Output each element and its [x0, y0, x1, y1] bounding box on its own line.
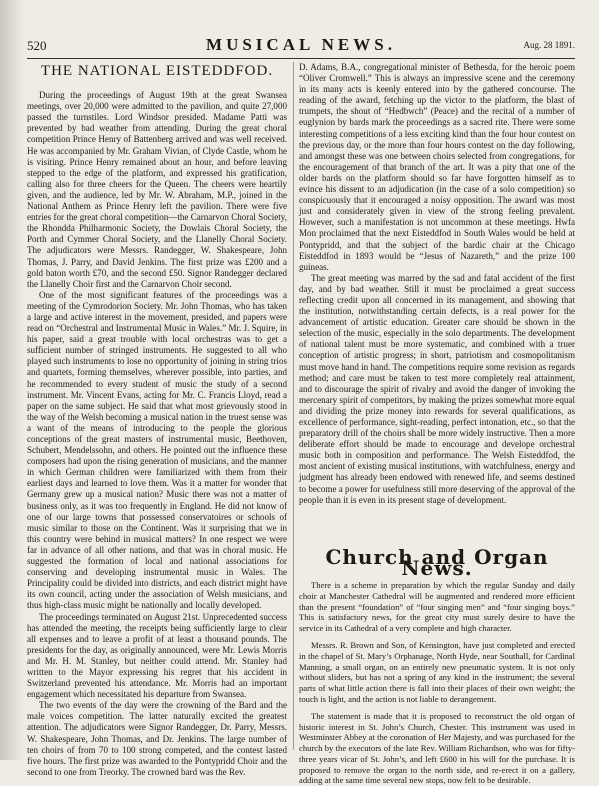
news-paragraph: Messrs. R. Brown and Son, of Kensington, have just completed and erected in the chapel of St. Mary’s Orphanage, North Hyde, near Southall, for Cardinal Manning, a small organ, on an entirely new pneumatic system. It is not only without sliders, but has not a spring of any kind in the instrument; the several parts of what little action there is fall into their places of their own weight; the touch is light, and the action is not liable to derangement. [299, 639, 575, 704]
article-paragraph: The proceedings terminated on August 21st. Unprecedented success has attended the meeting, the receipts being sufficiently large to clear all expenses and to leave a profit of at least a thousand pounds. The presidents for the day, as originally announced, were Mr. Lewis Morris and Mr. H. M. Stanley, but neither could attend. Mr. Stanley had written to the Mayor expressing his regret that his accident in Switzerland prevented his attendance. Mr. Morris had an important engagement which necessitated his departure from Swansea. [27, 611, 287, 700]
page-header [27, 35, 575, 59]
left-column [27, 62, 287, 777]
article-heading: THE NATIONAL EISTEDDFOD. [40, 63, 274, 79]
column-divider [293, 62, 294, 750]
article-paragraph: During the proceedings of August 19th at the great Swansea meetings, over 20,000 were admitted to the pavilion, and quite 27,000 passed the turnstiles. Lord Windsor presided. Madame Patti was prevented by bad weather from attending. During the great choral competition Prince Henry of Battenberg arrived and was well received. He was accompanied by Mr. Graham Vivian, of Clyde Castle, whom he is visiting. Prince Henry remained about an hour, and before leaving stepped to the edge of the platform, and expressed his gratification, calling also for three cheers for the Queen. The cheers were heartily given, and the audience, led by Mr. W. Abraham, M.P., joined in the National Anthem as Prince Henry left the pavilion. There were five entries for the great choral competition—the Carnarvon Choral Society, the Rhondda Philharmonic Society, the Dowlais Choral Society, the Porth and Cymmer Choral Society, and the Llanelly Choral Society. The adjudicators were Messrs. Randegger, W. Shakespeare, John Thomas, J. Parry, and David Jenkins. The first prize was £200 and a gold baton worth £70, and the second £50. Signor Randegger declared the Llanelly Choir first and the Carnarvon Choir second. [27, 90, 287, 289]
church-organ-heading: Church and Organ News. [325, 544, 549, 580]
right-column [299, 62, 575, 786]
article-paragraph: D. Adams, B.A., congregational minister of Bethesda, for the heroic poem “Oliver Cromwell.” This is always an impressive scene and the ceremony in its many acts is keenly entered into by the gathered concourse. The reading of the award, fetching up the victor to the platform, the blast of trumpets, the shout of “Hedbwch” (Peace) and the recital of a number of euglynion by bards mark the proceedings as a sacred rite. There were some interesting competitions of a less exciting kind than the four hour contest on the previous day, or the more than four hours contest on the day following, and amongst these was one between choirs selected from congregations, for the encouragement of that branch of the art. It was a pity that one of the older bards on the platform should so far have forgotten himself as to evince his dissent to an adjudication (in the case of a solo competition) so conspicuously that it encouraged a noisy opposition. The award was most just and considerately given in view of the strong feeling prevalent. However, such a manifestation is not uncommon at these meetings. Hwfa Mon proclaimed that the next Eisteddfod in South Wales would be held at Pontypridd, and that the subject of the bardic chair at the Chicago Eisteddfod in 1893 would be “Jesus of Nazareth,” and the prize 100 guineas. [299, 62, 575, 272]
publication-title: MUSICAL NEWS. [206, 35, 396, 54]
news-paragraph: The statement is made that it is proposed to reconstruct the old organ of historic interest in St. John’s Church, Chester. This instrument was used in Westminster Abbey at the coronation of Her Majesty, and was purchased for the church by the executors of the late Rev. William Richardson, who was for fifty-three years vicar of St. John’s, and left £600 in his will for the purchase. It is proposed to remove the organ to the north side, and re-erect it on a gallery, adding at the same time several new stops, now felt to be desirable. [299, 710, 575, 786]
article-paragraph: The two events of the day were the crowning of the Bard and the male voices competition. The latter naturally excited the greatest attention. The adjudicators were Signor Randegger, Dr. Parry, Messrs. W. Shakespeare, John Thomas, and Dr. Jenkins. The large number of ten choirs of from 70 to 100 strong competed, and the contest lasted five hours. The first prize was awarded to the Pontypridd Choir and the second to one from Treorky. The crowned bard was the Rev. [27, 700, 287, 777]
article-paragraph: One of the most significant features of the proceedings was a meeting of the Cymrodorion Society. Mr. John Thomas, who has taken a large and active interest in the movement, presided, and papers were read on “Orchestral and Instrumental Music in Wales.” Mr. J. Squire, in his paper, said a great trouble with local orchestras was to get a sufficient number of stringed instruments. He suggested to all who played such instruments to lose no opportunity of joining in string trios and quartets, forming themselves, wherever possible, into parties, and he recommended to every student of music the study of a second instrument. Mr. Vincent Evans, acting for Mr. C. Francis Lloyd, read a paper on the same subject. He said that what most grievously stood in the way of the Welsh becoming a musical nation in the truest sense was a want of the means of introducing to the people the glorious conceptions of the great masters of instrumental music, Beethoven, Schubert, Mendelssohn, and others. He pointed out the influence these composers had upon the rising generation of musicians, and the manner in which German children were familiarized with them from their earliest days and learned to love them. Was it a matter for wonder that Germany grew up a musical nation? Music there was not a matter of business only, as it was too frequently in England. He did not know of one of our large towns that possessed conservatoires or schools of music similar to those on the Continent. Was it surprising that we in this country were behind in musical matters? In one respect we were far in advance of all other nations, and that was in choral music. He suggested the formation of local and national associations for conserving and developing instrumental music in Wales. The Principality could be divided into districts, and each district might have its own council, acting under the association of Welsh musicians, and thus high-class music might be nationally and locally developed. [27, 289, 287, 611]
article-paragraph: The great meeting was marred by the sad and fatal accident of the first day, and by bad weather. Still it must be proclaimed a great success reflecting credit upon all concerned in its management, and showing that the institution, notwithstanding certain defects, is a real power for the advancement of artistic education. Greater care should be shown in the selection of the music, especially in the solo departments. The development of national talent must be more systematic, and combined with a truer conception of artistic progress; in short, patriotism and cosmopolitanism must move hand in hand. The competitions require some revision as regards method; and care must be taken to test more completely real attainment, and to discourage the spirit of rivalry and avoid the danger of invoking the mercenary spirit of competitors, by making the prizes somewhat more equal and dividing the prize money into rewards for several qualifications, as excellence of performance, sight-reading, perfect intonation, etc., so that the preparatory drill of the choirs shall be more widely instructive. Then a more deliberate effort should be made to encourage and develope orchestral music both in composition and performance. The Welsh Eisteddfod, the most ancient of existing musical institutions, with watchfulness, energy and judgment has already been endowed with renewed life, and seems destined to become a power for usefulness still more deserving of the approval of the people than it is even in its present stage of development. [299, 272, 575, 505]
issue-date: Aug. 28 1891. [523, 40, 575, 50]
news-paragraph: There is a scheme in preparation by which the regular Sunday and daily choir at Manchester Cathedral will be augmented and rendered more efficient than the present “foundation” of “four singing men” and “four singing boys.” This is satisfactory news, for the great city must surely desire to have the service in its Cathedral of a very complete and high character. [299, 579, 575, 634]
page-number: 520 [27, 38, 47, 53]
page-binding-shadow [0, 0, 24, 760]
section-spacer [299, 506, 575, 548]
